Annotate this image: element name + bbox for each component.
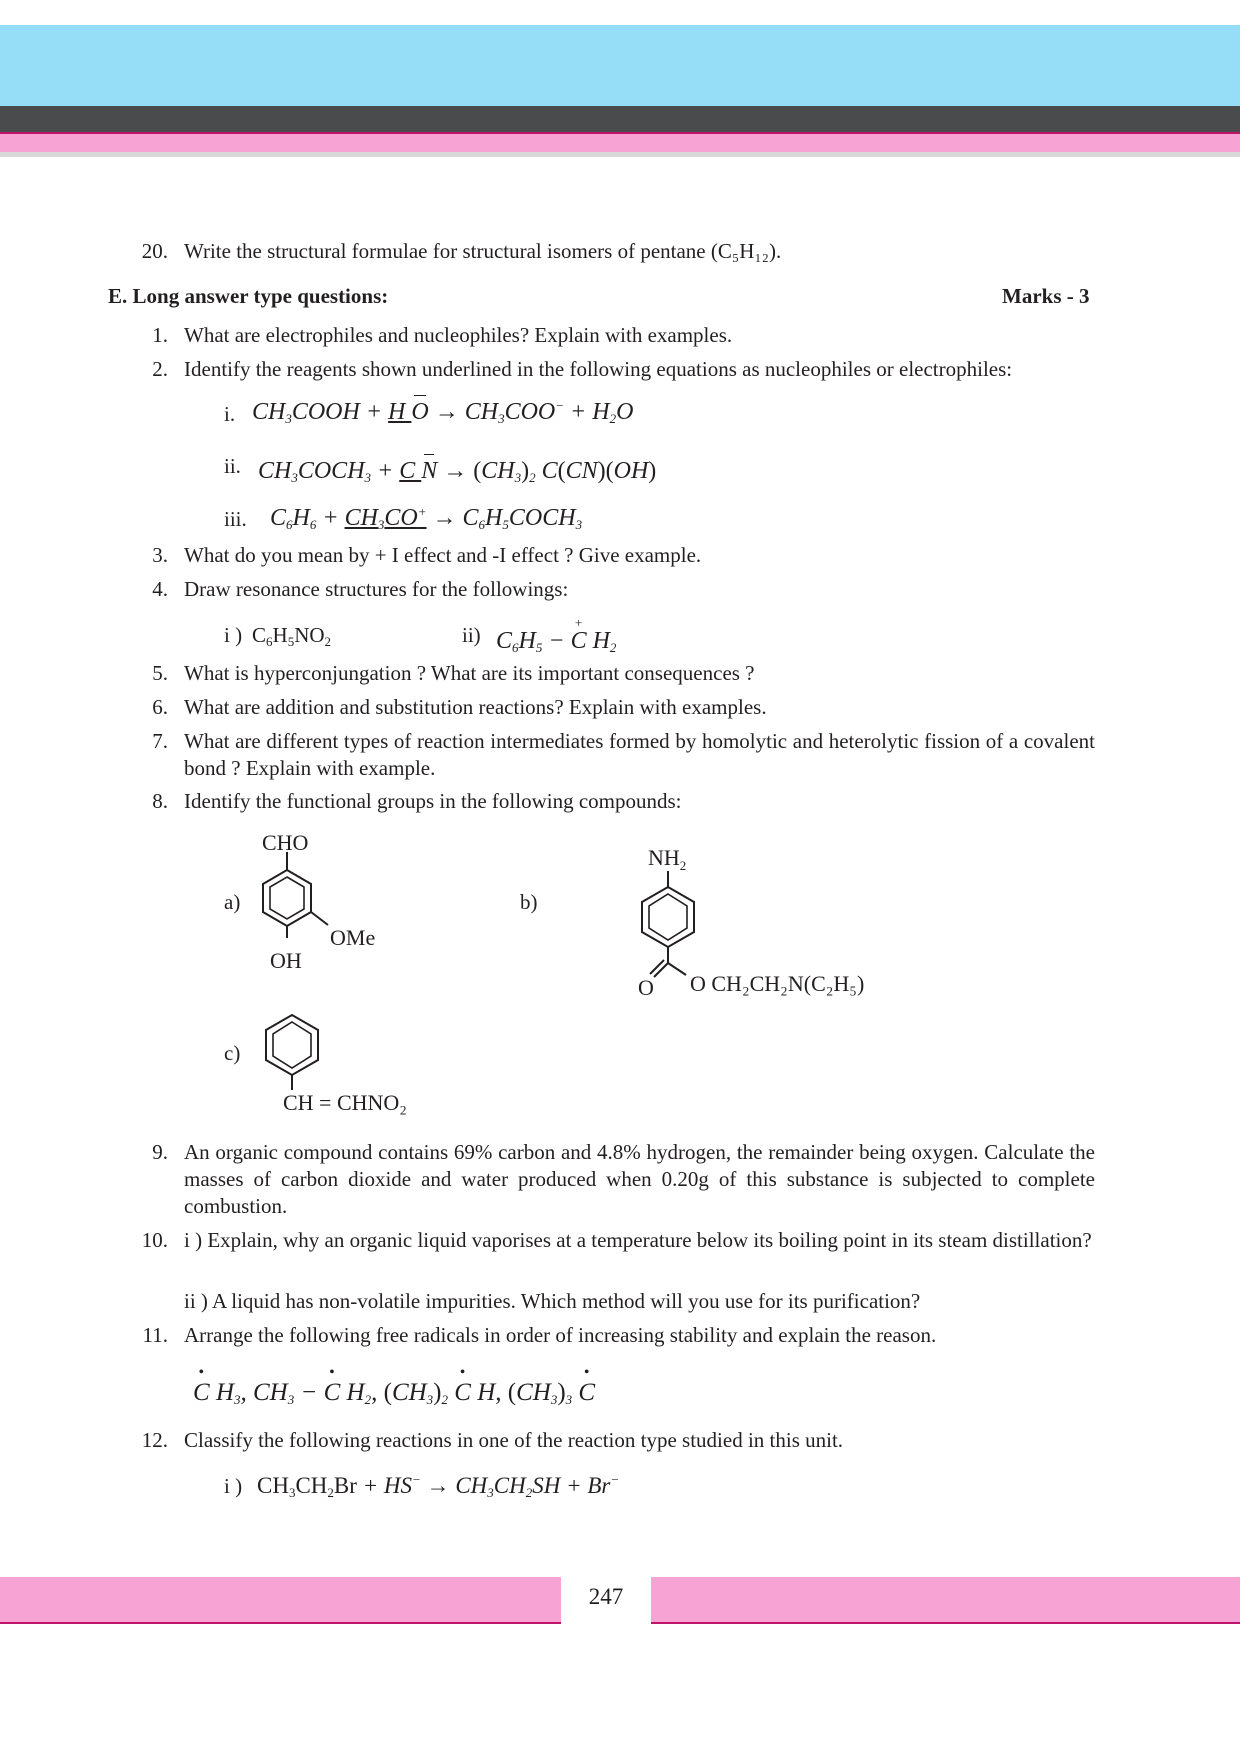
question-number: 2. [152, 357, 168, 381]
question-number: 3. [152, 543, 168, 567]
question-number: 20. [141, 239, 168, 263]
resonance-label: ii) [462, 623, 481, 647]
compound-b-ester: O CH₂CH₂N(C₂H₅) [690, 971, 865, 996]
compound-c-chain: CH = CHNO₂ [283, 1090, 407, 1115]
compound-a-oh: OH [270, 948, 302, 973]
resonance-i-formula: $C_6H_5NO_2$ [252, 623, 332, 649]
question-text-part2: ii ) A liquid has non-volatile impurities. Which method will you use for its purification? [184, 1289, 921, 1313]
question-number: 8. [152, 789, 168, 813]
section-title: E. Long answer type questions: [108, 284, 389, 308]
resonance-label: i ) [224, 623, 243, 647]
question-number: 11. [142, 1323, 168, 1347]
compound-label-c: c) [224, 1041, 241, 1065]
header-band-blue [0, 25, 1240, 107]
question-text: What are addition and substitution reactions? Explain with examples. [184, 695, 767, 719]
equation-ii: $CH_3COCH_3 + C$ $N \to (CH_3)_2$ C(CN)(OH) [258, 458, 657, 485]
question-text: Identify the reagents shown underlined in the following equations as nucleophiles or electrophiles: [184, 357, 1013, 381]
question-number: 10. [141, 1228, 168, 1252]
svg-text:NH2: $NH_2$ [648, 845, 687, 873]
question-text: Arrange the following free radicals in order of increasing stability and explain the reason. [184, 1323, 937, 1347]
question-number: 9. [152, 1140, 168, 1164]
question-text: What do you mean by + I effect and -I effect ? Give example. [184, 543, 702, 567]
compound-label-a: a) [224, 890, 241, 914]
footer-band-right [651, 1577, 1240, 1624]
question-text: What are electrophiles and nucleophiles? Explain with examples. [184, 323, 733, 347]
reaction-i-equation: $CH_3CH_2Br + HS^- \to CH_3CH_2SH + Br^-$ [257, 1472, 620, 1500]
question-text: i ) Explain, why an organic liquid vaporises at a temperature below its boiling point in its steam distillation? [184, 1228, 1092, 1252]
header-band-grey [0, 152, 1240, 157]
compound-c-structure [255, 1010, 455, 1130]
equation-label: iii. [224, 507, 247, 531]
question-number: 12. [141, 1428, 168, 1452]
equation-label: i. [224, 402, 236, 426]
question-text: Identify the functional groups in the following compounds: [184, 789, 682, 813]
equation-label: ii. [224, 454, 241, 478]
question-number: 6. [152, 695, 168, 719]
section-marks: Marks - 3 [1002, 284, 1090, 308]
free-radicals-formula: • C $H_3$, $CH_3$ − • C $H_2$, $(CH_3)_2$ • C H, $(CH_3)_3$ • C [193, 1378, 595, 1408]
question-number: 5. [152, 661, 168, 685]
header-band-pink [0, 132, 1240, 154]
question-number: 4. [152, 577, 168, 601]
page-number: 247 [588, 1584, 624, 1609]
resonance-ii-formula: $C_6H_5$ − + C $H_2$ [496, 626, 616, 656]
reaction-label: i ) [224, 1474, 243, 1498]
question-text: What is hyperconjungation ? What are its important consequences ? [184, 661, 755, 685]
compound-a-ome: OMe [330, 925, 376, 950]
compound-b-structure [620, 845, 910, 1005]
equation-iii: $C_6H_6 + CH_3CO^+$ → $C_6H_5COCH_3$ [270, 504, 583, 532]
equation-i: $CH_3COOH + H$ $O \to CH_3COO^- + H_2O$ [252, 398, 634, 426]
compound-a-structure [240, 830, 410, 980]
question-text: Classify the following reactions in one of the reaction type studied in this unit. [184, 1428, 844, 1452]
compound-label-b: b) [520, 890, 538, 914]
footer-band-left [0, 1577, 561, 1624]
compound-b-o: O [638, 975, 654, 1000]
header-band-dark [0, 106, 1240, 132]
question-text: Write the structural formulae for structural isomers of pentane (C₅H₁₂). [184, 239, 782, 263]
question-text: Draw resonance structures for the followings: [184, 577, 569, 601]
question-number: 7. [152, 729, 168, 753]
question-number: 1. [152, 323, 168, 347]
question-text: An organic compound contains 69% carbon and 4.8% hydrogen, the remainder being oxygen. Calculate the masses of carbon dioxide and water produced when 0.20g of this substance is subjected to complete combustion. [184, 1140, 1095, 1218]
question-text: What are different types of reaction intermediates formed by homolytic and heterolytic fission of a covalent bond ? Explain with example. [184, 729, 1095, 780]
compound-a-cho: CHO [262, 830, 309, 855]
